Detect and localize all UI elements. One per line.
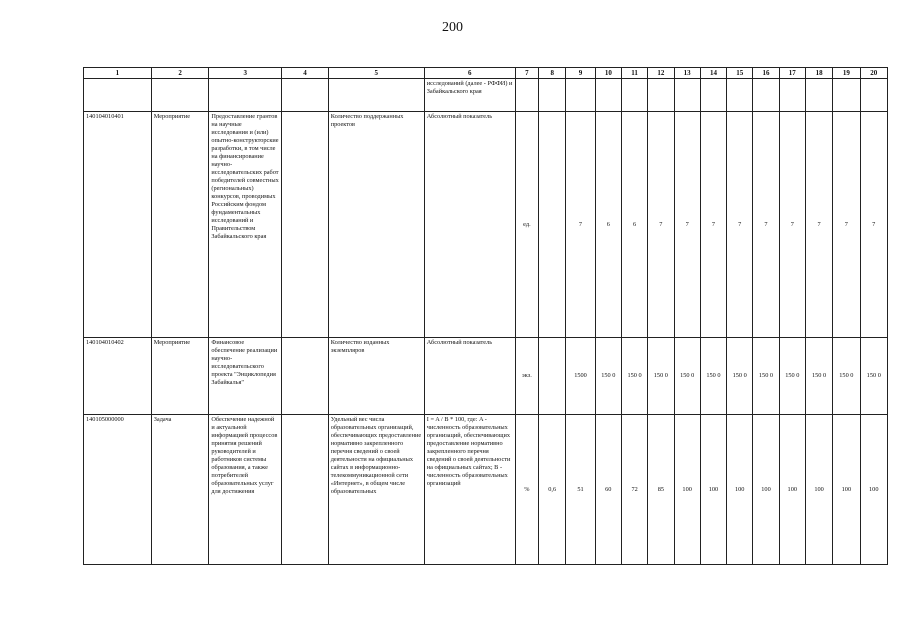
cell-col-5: Удельный вес числа образовательных организаций, обеспечивающих предоставление нормативно закрепленного перечня сведений о своей деятельности на официальных сайтах в информационно-телекоммуникационной сети «Интернет», в общем числе образовательных (328, 415, 424, 565)
value-cell-col-19: 100 (833, 415, 860, 565)
cell-col-1: 140105000000 (84, 415, 152, 565)
value-cell-col-10: 60 (595, 415, 621, 565)
value-cell-col-12 (648, 79, 674, 112)
value-cell-col-12: 85 (648, 415, 674, 565)
header-cell: 2 (151, 68, 209, 79)
cell-col-1 (84, 79, 152, 112)
value-cell-col-9 (566, 79, 595, 112)
cell-col-4 (282, 79, 329, 112)
value-cell-col-11: 150 0 (621, 338, 647, 415)
header-cell: 9 (566, 68, 595, 79)
header-row (84, 68, 888, 79)
value-cell-col-9: 1500 (566, 338, 595, 415)
cell-col-5: Количество поддержанных проектов (328, 112, 424, 338)
cell-col-8 (539, 338, 566, 415)
cell-col-6: Абсолютный показатель (424, 112, 515, 338)
page-number: 200 (442, 20, 463, 35)
value-cell-col-16: 100 (753, 415, 779, 565)
value-cell-col-10 (595, 79, 621, 112)
table-row (84, 415, 888, 565)
value-cell-col-9: 7 (566, 112, 595, 338)
value-cell-col-15: 100 (727, 415, 753, 565)
value-cell-col-17: 7 (779, 112, 805, 338)
value-cell-col-10: 6 (595, 112, 621, 338)
cell-col-8: 0,6 (539, 415, 566, 565)
value-cell-col-13: 150 0 (674, 338, 700, 415)
header-cell: 17 (779, 68, 805, 79)
header-cell: 18 (805, 68, 832, 79)
value-cell-col-20: 100 (860, 415, 887, 565)
cell-col-3 (209, 79, 282, 112)
value-cell-col-20 (860, 79, 887, 112)
indicator-table (83, 67, 888, 565)
value-cell-col-18: 150 0 (805, 338, 832, 415)
value-cell-col-15: 7 (727, 112, 753, 338)
header-cell: 4 (282, 68, 329, 79)
header-cell: 10 (595, 68, 621, 79)
value-cell-col-15 (727, 79, 753, 112)
value-cell-col-14: 100 (700, 415, 726, 565)
value-cell-col-16: 150 0 (753, 338, 779, 415)
cell-col-4 (282, 415, 329, 565)
value-cell-col-17: 150 0 (779, 338, 805, 415)
cell-col-6: исследований (далее - РФФИ) и Забайкальского края (424, 79, 515, 112)
header-cell: 14 (700, 68, 726, 79)
header-cell: 15 (727, 68, 753, 79)
cell-col-1: 140104010402 (84, 338, 152, 415)
cell-col-3: Обеспечение надежной и актуальной информацией процессов принятия решений руководителей и работников системы образования, а также потребителей образовательных услуг для достижения (209, 415, 282, 565)
header-cell: 12 (648, 68, 674, 79)
cell-col-6: Абсолютный показатель (424, 338, 515, 415)
cell-col-1: 140104010401 (84, 112, 152, 338)
value-cell-col-18: 100 (805, 415, 832, 565)
cell-col-2: Задача (151, 415, 209, 565)
value-cell-col-13: 7 (674, 112, 700, 338)
value-cell-col-16: 7 (753, 112, 779, 338)
table-row (84, 79, 888, 112)
value-cell-col-10: 150 0 (595, 338, 621, 415)
header-cell: 20 (860, 68, 887, 79)
value-cell-col-12: 150 0 (648, 338, 674, 415)
value-cell-col-14 (700, 79, 726, 112)
cell-col-2: Мероприятие (151, 112, 209, 338)
value-cell-col-20: 7 (860, 112, 887, 338)
header-cell: 13 (674, 68, 700, 79)
value-cell-col-19 (833, 79, 860, 112)
header-cell: 11 (621, 68, 647, 79)
header-cell: 6 (424, 68, 515, 79)
cell-col-5: Количество изданных экземпляров (328, 338, 424, 415)
value-cell-col-11 (621, 79, 647, 112)
value-cell-col-14: 7 (700, 112, 726, 338)
cell-col-7: % (515, 415, 538, 565)
value-cell-col-19: 7 (833, 112, 860, 338)
header-cell: 16 (753, 68, 779, 79)
value-cell-col-18 (805, 79, 832, 112)
cell-col-8 (539, 112, 566, 338)
cell-col-4 (282, 112, 329, 338)
table-row (84, 338, 888, 415)
value-cell-col-11: 6 (621, 112, 647, 338)
cell-col-8 (539, 79, 566, 112)
value-cell-col-12: 7 (648, 112, 674, 338)
header-cell: 19 (833, 68, 860, 79)
cell-col-7: экз. (515, 338, 538, 415)
value-cell-col-16 (753, 79, 779, 112)
value-cell-col-13 (674, 79, 700, 112)
cell-col-4 (282, 338, 329, 415)
header-cell: 1 (84, 68, 152, 79)
cell-col-7 (515, 79, 538, 112)
header-cell: 3 (209, 68, 282, 79)
header-cell: 5 (328, 68, 424, 79)
cell-col-2: Мероприятие (151, 338, 209, 415)
cell-col-6: I = A / B * 100, где: A - численность образовательных организаций, обеспечивающих предоставление нормативно закрепленного перечня сведений о своей деятельности на официальных сайтах; B - численность образовательных организаций (424, 415, 515, 565)
value-cell-col-17: 100 (779, 415, 805, 565)
cell-col-3: Финансовое обеспечение реализации научно-исследовательского проекта "Энциклопедия Забайкалья" (209, 338, 282, 415)
value-cell-col-19: 150 0 (833, 338, 860, 415)
value-cell-col-9: 51 (566, 415, 595, 565)
value-cell-col-18: 7 (805, 112, 832, 338)
cell-col-3: Предоставление грантов на научные исследования и (или) опытно-конструкторские разработки, в том числе на финансирование научно-исследовательских работ победителей совместных (региональных) конкурсов, проводимых Российским фондом фундаментальных исследований и Правительством Забайкальского края (209, 112, 282, 338)
value-cell-col-20: 150 0 (860, 338, 887, 415)
header-cell: 8 (539, 68, 566, 79)
value-cell-col-14: 150 0 (700, 338, 726, 415)
cell-col-7: ед. (515, 112, 538, 338)
cell-col-5 (328, 79, 424, 112)
header-cell: 7 (515, 68, 538, 79)
cell-col-2 (151, 79, 209, 112)
value-cell-col-15: 150 0 (727, 338, 753, 415)
table-row (84, 112, 888, 338)
value-cell-col-17 (779, 79, 805, 112)
value-cell-col-11: 72 (621, 415, 647, 565)
value-cell-col-13: 100 (674, 415, 700, 565)
